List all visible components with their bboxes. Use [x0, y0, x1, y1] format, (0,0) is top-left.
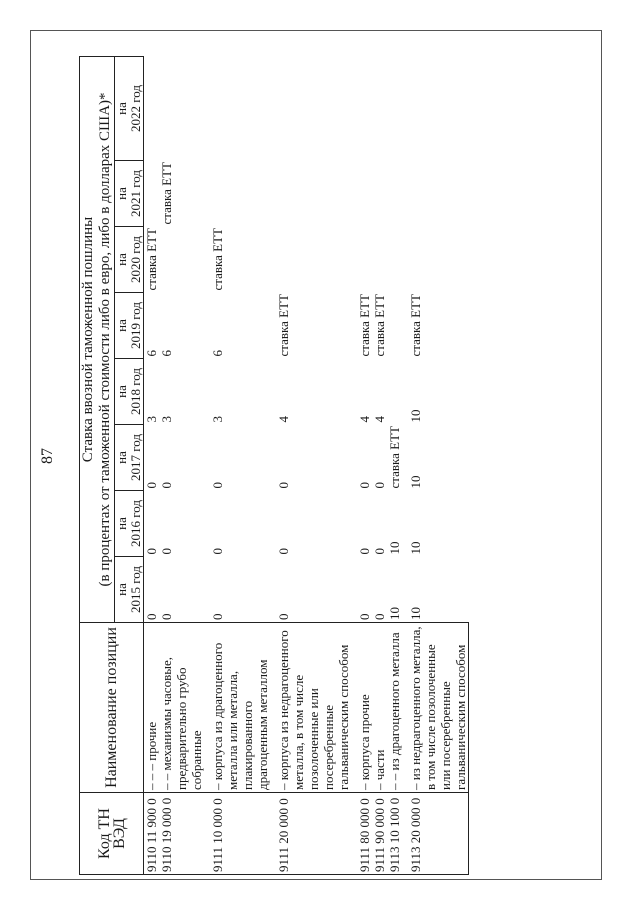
- rate-cell: 0: [159, 613, 174, 620]
- table-row: [159, 56, 204, 874]
- rate-cell: 0: [357, 548, 372, 555]
- rate-cell: 0: [159, 482, 174, 489]
- rate-cell: 4: [357, 416, 372, 423]
- page-number: 87: [39, 448, 56, 464]
- row-name: – корпуса прочие: [357, 623, 372, 793]
- rate-cell: 4: [276, 416, 291, 423]
- rate-cell: 6: [159, 350, 174, 357]
- rate-cell: 10: [387, 607, 402, 620]
- rate-cell: 0: [357, 482, 372, 489]
- rate-cell: 0: [372, 482, 387, 489]
- row-code: 9111 10 000 0: [210, 793, 270, 875]
- header-year-2016: на 2016 год: [115, 491, 144, 557]
- row-name: – корпуса из недрагоценного металла, в том числе позолоченные или посеребренные гальваническим способом: [276, 623, 351, 793]
- rate-cell: 0: [210, 548, 225, 555]
- row-code: 9110 11 900 0: [144, 793, 160, 875]
- table-row: [276, 56, 351, 874]
- header-year-2020: на 2020 год: [115, 227, 144, 293]
- header-year-2021: на 2021 год: [115, 161, 144, 227]
- tariff-body: [144, 56, 469, 874]
- rate-cell: [159, 227, 204, 293]
- rate-cell: 0: [276, 613, 291, 620]
- header-year-2019: на 2019 год: [115, 293, 144, 359]
- row-name: – – из драгоценного металла: [387, 623, 402, 793]
- rate-cell: ставка ЕТТ: [276, 294, 291, 357]
- header-year-2018: на 2018 год: [115, 359, 144, 425]
- rate-cell: 10: [408, 475, 423, 489]
- rate-cell: ставка ЕТТ: [408, 294, 423, 357]
- row-name: – корпуса из драгоценного металла или металла, плакированного драгоценным металлом: [210, 623, 270, 793]
- table-row: [387, 56, 402, 874]
- rate-cell: 0: [144, 548, 159, 555]
- tariff-table: [79, 56, 469, 875]
- rate-cell: 0: [357, 613, 372, 620]
- rate-cell: 0: [159, 548, 174, 555]
- rate-cell: 10: [408, 541, 423, 555]
- rate-cell: 0: [276, 482, 291, 489]
- row-code: 9111 90 000 0: [372, 793, 387, 875]
- row-code: 9113 10 100 0: [387, 793, 402, 875]
- rate-cell: 3: [144, 416, 159, 423]
- rate-cell: 0: [372, 613, 387, 620]
- table-row: [372, 56, 387, 874]
- row-code: 9110 19 000 0: [159, 793, 204, 875]
- rate-cell: 0: [276, 548, 291, 555]
- header-rate-title: Ставка ввозной таможенной пошлины: [80, 56, 98, 622]
- header-year-2017: на 2017 год: [115, 425, 144, 491]
- rate-cell: ставка ЕТТ: [210, 228, 225, 291]
- rate-cell: 10: [387, 541, 402, 555]
- table-row: [408, 56, 469, 874]
- row-name: – из недрагоценного металла, в том числе позолоченные или посеребренные гальваническим способом: [408, 623, 469, 793]
- rate-cell: ставка ЕТТ: [387, 426, 402, 489]
- table-row: [357, 56, 372, 874]
- rate-cell: 4: [372, 416, 387, 423]
- header-year-2022: на 2022 год: [115, 56, 144, 160]
- rate-cell: ставка ЕТТ: [372, 294, 387, 357]
- row-code: 9111 20 000 0: [276, 793, 351, 875]
- header-name: Наименование позиции: [80, 623, 144, 793]
- row-code: 9111 80 000 0: [357, 793, 372, 875]
- header-code: Код ТН ВЭД: [80, 793, 144, 875]
- row-name: – части: [372, 623, 387, 793]
- row-name: – – – прочие: [144, 623, 160, 793]
- rate-cell: ставка ЕТТ: [144, 228, 159, 291]
- rate-cell: 0: [210, 613, 225, 620]
- rate-cell: 10: [408, 607, 423, 620]
- rate-cell: 0: [372, 548, 387, 555]
- rate-cell: 6: [210, 350, 225, 357]
- rate-cell: 3: [159, 416, 174, 423]
- rate-cell: 6: [144, 350, 159, 357]
- row-code: 9113 20 000 0: [408, 793, 469, 875]
- rate-cell: 10: [408, 409, 423, 423]
- rate-cell: ставка ЕТТ: [357, 294, 372, 357]
- rate-cell: 3: [210, 416, 225, 423]
- page-frame: [30, 30, 602, 880]
- header-year-2015: на 2015 год: [115, 557, 144, 623]
- row-name: – – механизмы часовые, предварительно грубо собранные: [159, 623, 204, 793]
- rate-cell: 0: [210, 482, 225, 489]
- table-row: [210, 56, 270, 874]
- table-row: [144, 56, 160, 874]
- rotated-page: [31, 31, 603, 881]
- rate-cell: 0: [144, 482, 159, 489]
- header-rate-subtitle: (в процентах от таможенной стоимости либо в евро, либо в долларах США)*: [97, 56, 115, 622]
- rate-cell: ставка ЕТТ: [159, 162, 174, 225]
- rate-cell: 0: [144, 613, 159, 620]
